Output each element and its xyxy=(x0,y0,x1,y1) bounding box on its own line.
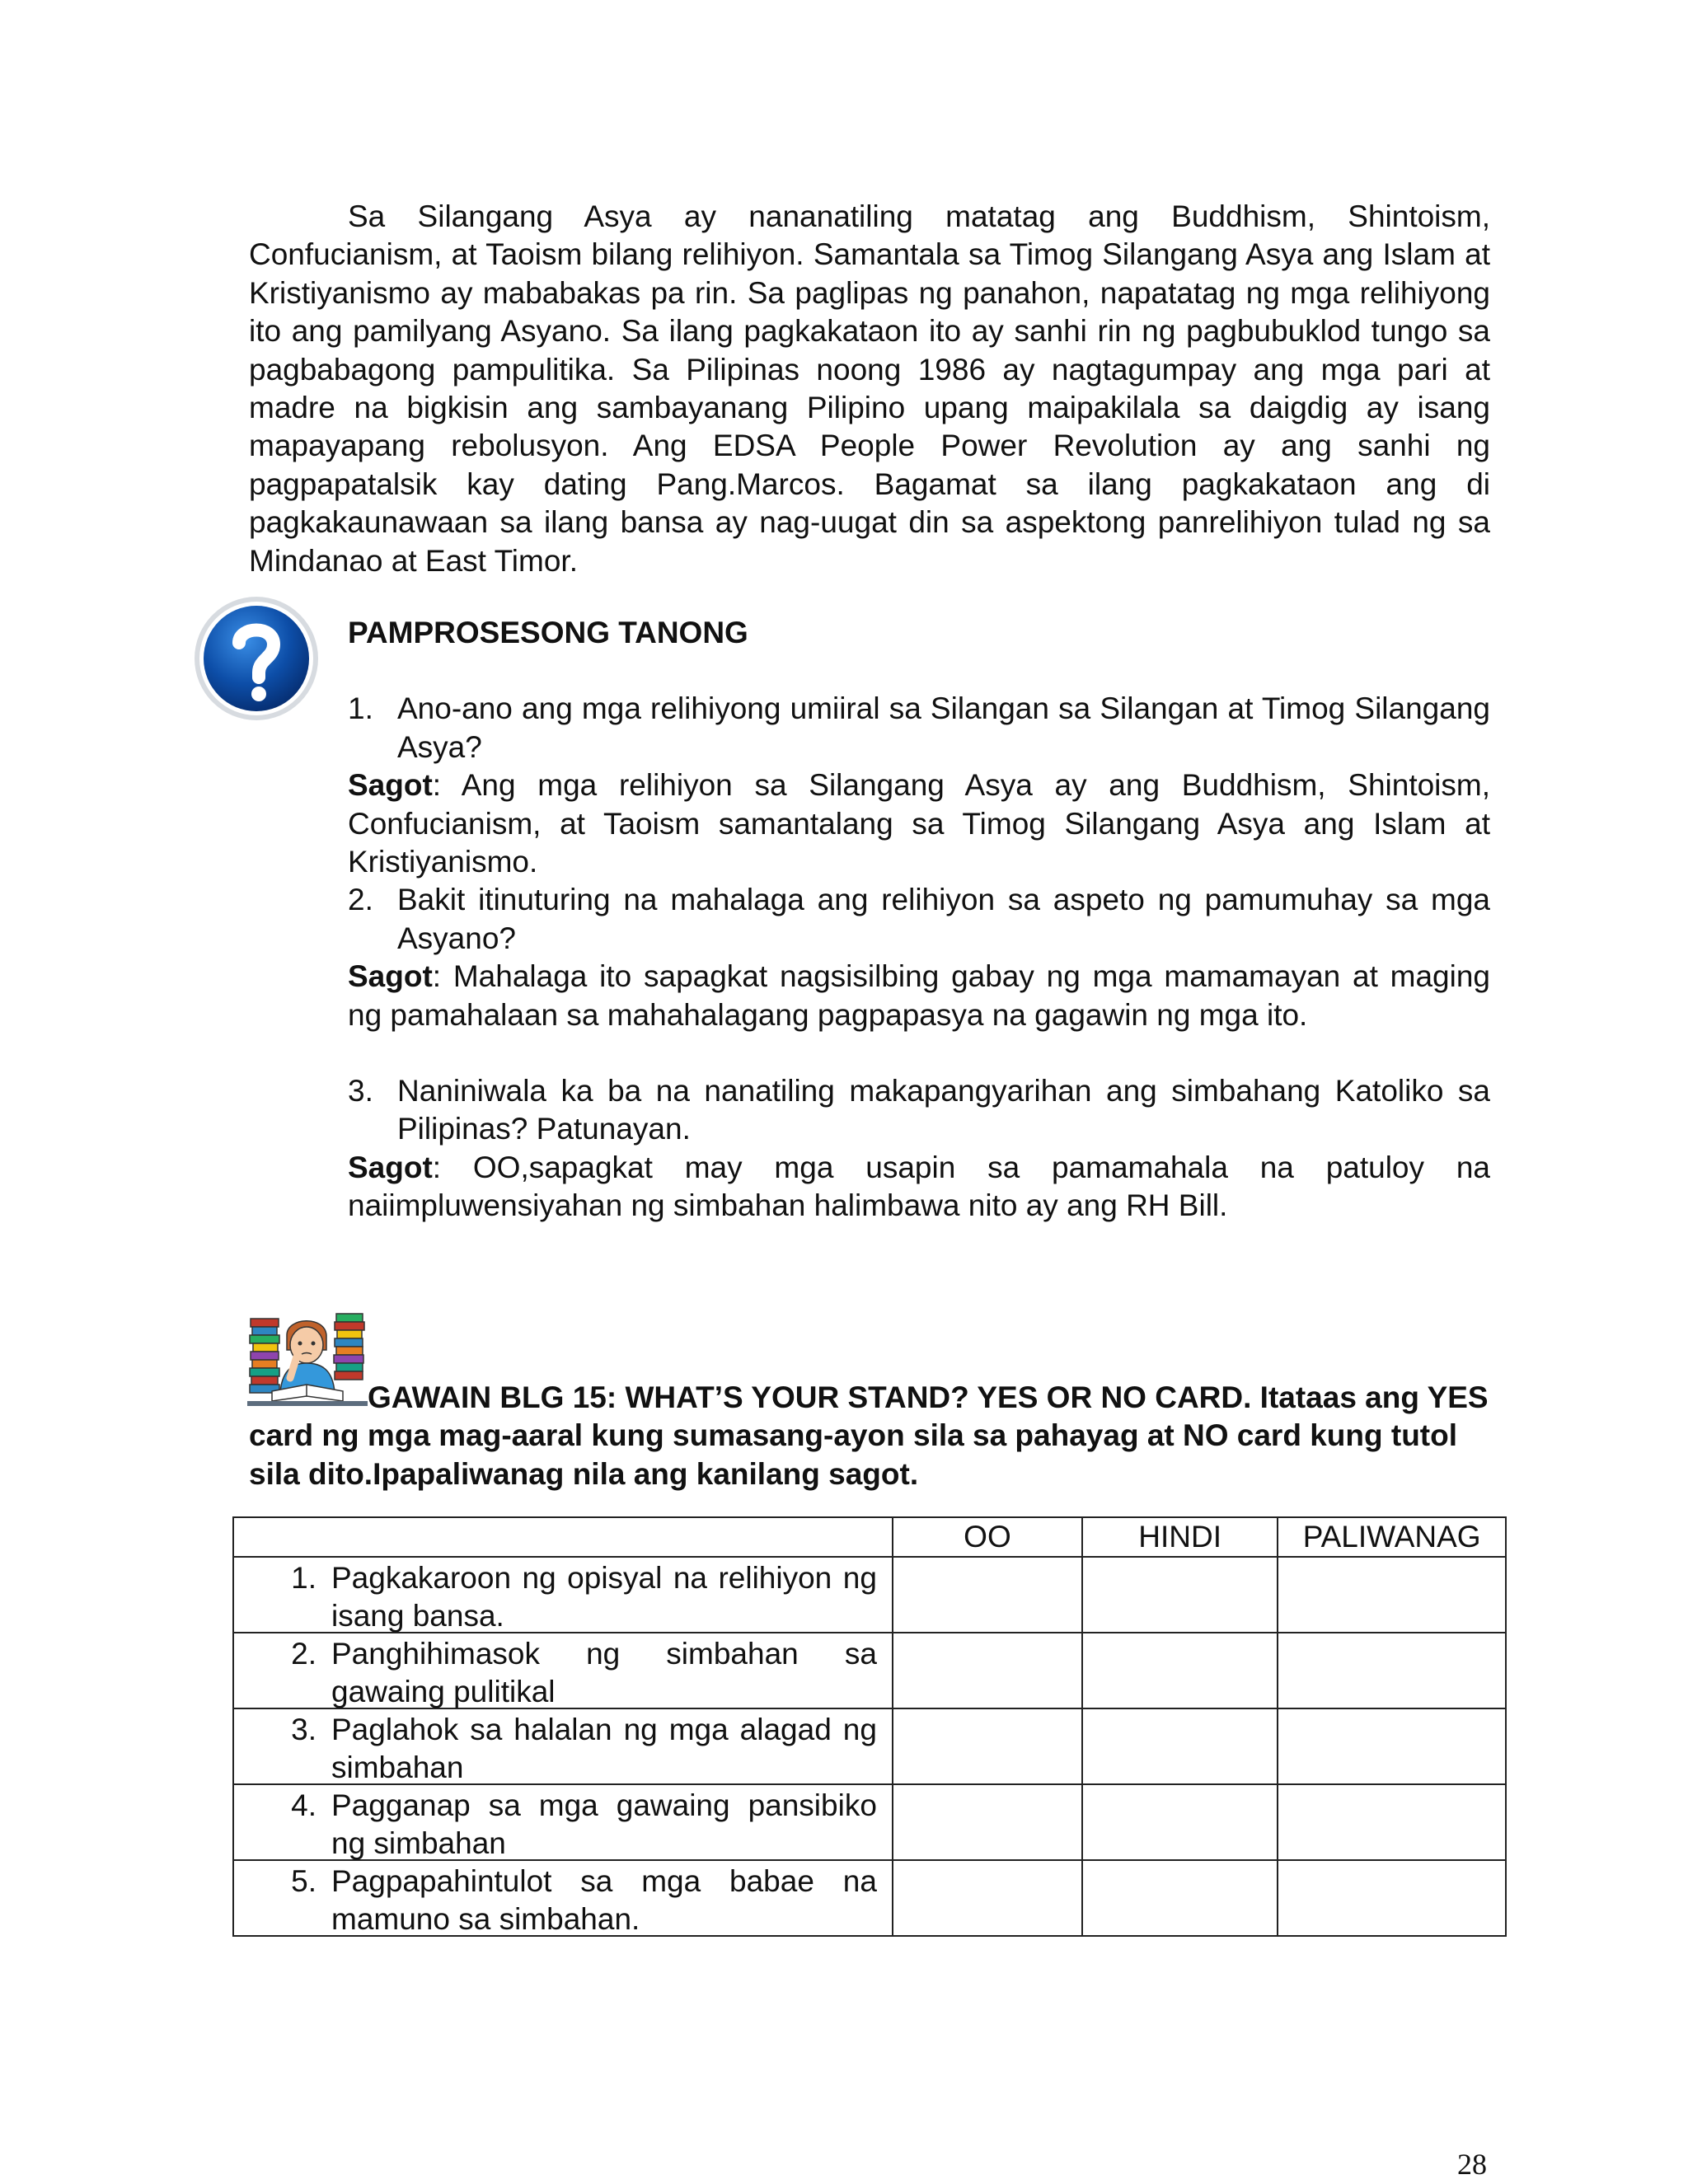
row-number: 2. xyxy=(291,1637,316,1671)
question-item xyxy=(348,1072,1490,1149)
table-row xyxy=(233,1633,1506,1708)
row-number: 1. xyxy=(291,1561,316,1595)
table-row xyxy=(233,1708,1506,1784)
column-header-paliwanag: PALIWANAG xyxy=(1278,1517,1506,1557)
answer xyxy=(348,958,1490,1034)
intro-paragraph: Sa Silangang Asya ay nananatiling matatag ang Buddhism, Shintoism, Confucianism, at Taoism bilang relihiyon. Samantala sa Timog Silangang Asya ang Islam at Kristiyanismo ay mababakas pa rin. Sa paglipas ng panahon, napatatag ng mga relihiyong ito ang pamilyang Asyano. Sa ilang pagkakataon ito ay sanhi rin ng pagbubuklod tungo sa pagbabagong pampulitika. Sa Pilipinas noong 1986 ay nagtagumpay ang mga pari at madre na bigkisin ang sambayanang Pilipino upang maipakilala sa daigdig ay isang mapayapang rebolusyon. Ang EDSA People Power Revolution ay ang sanhi ng pagpapatalsik kay dating Pang.Marcos. Bagamat sa ilang pagkakataon ang di pagkakaunawaan sa ilang bansa ay nag-uugat din sa aspektong panrelihiyon tulad ng sa Mindanao at East Timor. xyxy=(249,199,1490,578)
table-row xyxy=(233,1557,1506,1633)
oo-cell[interactable] xyxy=(893,1557,1082,1633)
question-number: 3. xyxy=(348,1074,373,1108)
row-statement: Pagganap sa mga gawaing pansibiko ng simbahan xyxy=(331,1788,877,1860)
question-number: 2. xyxy=(348,883,373,917)
answer-label: Sagot xyxy=(348,768,433,803)
table-row xyxy=(233,1860,1506,1936)
oo-cell[interactable] xyxy=(893,1633,1082,1708)
row-statement: Panghihimasok ng simbahan sa gawaing pulitikal xyxy=(331,1637,877,1708)
oo-cell[interactable] xyxy=(893,1784,1082,1860)
paliwanag-cell[interactable] xyxy=(1278,1708,1506,1784)
question-number: 1. xyxy=(348,691,373,726)
answer xyxy=(348,1149,1490,1226)
answer-label: Sagot xyxy=(348,1150,433,1184)
column-header-oo: OO xyxy=(893,1517,1082,1557)
table-row xyxy=(233,1784,1506,1860)
hindi-cell[interactable] xyxy=(1082,1784,1278,1860)
hindi-cell[interactable] xyxy=(1082,1860,1278,1936)
row-statement: Pagpapahintulot sa mga babae na mamuno sa simbahan. xyxy=(331,1864,877,1936)
answer-label: Sagot xyxy=(348,959,433,994)
column-header-statement xyxy=(233,1517,893,1557)
questions-title: PAMPROSESONG TANONG xyxy=(348,616,748,649)
yes-no-table xyxy=(232,1516,1507,1937)
paliwanag-cell[interactable] xyxy=(1278,1633,1506,1708)
row-number: 3. xyxy=(291,1713,316,1746)
hindi-cell[interactable] xyxy=(1082,1633,1278,1708)
column-header-hindi: HINDI xyxy=(1082,1517,1278,1557)
question-item xyxy=(348,881,1490,958)
question-item xyxy=(348,690,1490,766)
answer-text: : OO,sapagkat may mga usapin sa pamamahala na patuloy na naiimpluwensiyahan ng simbahan halimbawa nito ay ang RH Bill. xyxy=(348,1150,1490,1223)
row-number: 5. xyxy=(291,1864,316,1898)
row-number: 4. xyxy=(291,1788,316,1822)
answer-text: : Mahalaga ito sapagkat nagsisilbing gabay ng mga mamamayan at maging ng pamahalaan sa mahahalagang pagpapasya na gagawin ng mga ito. xyxy=(348,959,1490,1032)
paliwanag-cell[interactable] xyxy=(1278,1784,1506,1860)
question-text: Bakit itinuturing na mahalaga ang relihiyon sa aspeto ng pamumuhay sa mga Asyano? xyxy=(397,883,1490,955)
row-statement: Pagkakaroon ng opisyal na relihiyon ng isang bansa. xyxy=(331,1561,877,1633)
oo-cell[interactable] xyxy=(893,1860,1082,1936)
table-header-row xyxy=(233,1517,1506,1557)
paliwanag-cell[interactable] xyxy=(1278,1860,1506,1936)
activity-title: GAWAIN BLG 15: WHAT’S YOUR STAND? YES OR NO CARD. Itataas ang YES card ng mga mag-aaral kung sumasang-ayon sila sa pahayag at NO card kung tutol sila dito.Ipapaliwanag nila ang kanilang sagot. xyxy=(249,1380,1489,1491)
answer xyxy=(348,766,1490,881)
page-number: 28 xyxy=(1457,2148,1487,2181)
question-mark-icon xyxy=(193,595,320,722)
questions-section xyxy=(348,614,1490,1226)
question-text: Naniniwala ka ba na nanatiling makapangyarihan ang simbahang Katoliko sa Pilipinas? Patunayan. xyxy=(397,1074,1490,1146)
paliwanag-cell[interactable] xyxy=(1278,1557,1506,1633)
row-statement: Paglahok sa halalan ng mga alagad ng simbahan xyxy=(331,1713,877,1784)
hindi-cell[interactable] xyxy=(1082,1708,1278,1784)
question-text: Ano-ano ang mga relihiyong umiiral sa Silangan sa Silangan at Timog Silangang Asya? xyxy=(397,691,1490,764)
oo-cell[interactable] xyxy=(893,1708,1082,1784)
hindi-cell[interactable] xyxy=(1082,1557,1278,1633)
answer-text: : Ang mga relihiyon sa Silangang Asya ay ang Buddhism, Shintoism, Confucianism, at Taoism samantalang sa Timog Silangang Asya ang Islam at Kristiyanismo. xyxy=(348,768,1490,879)
